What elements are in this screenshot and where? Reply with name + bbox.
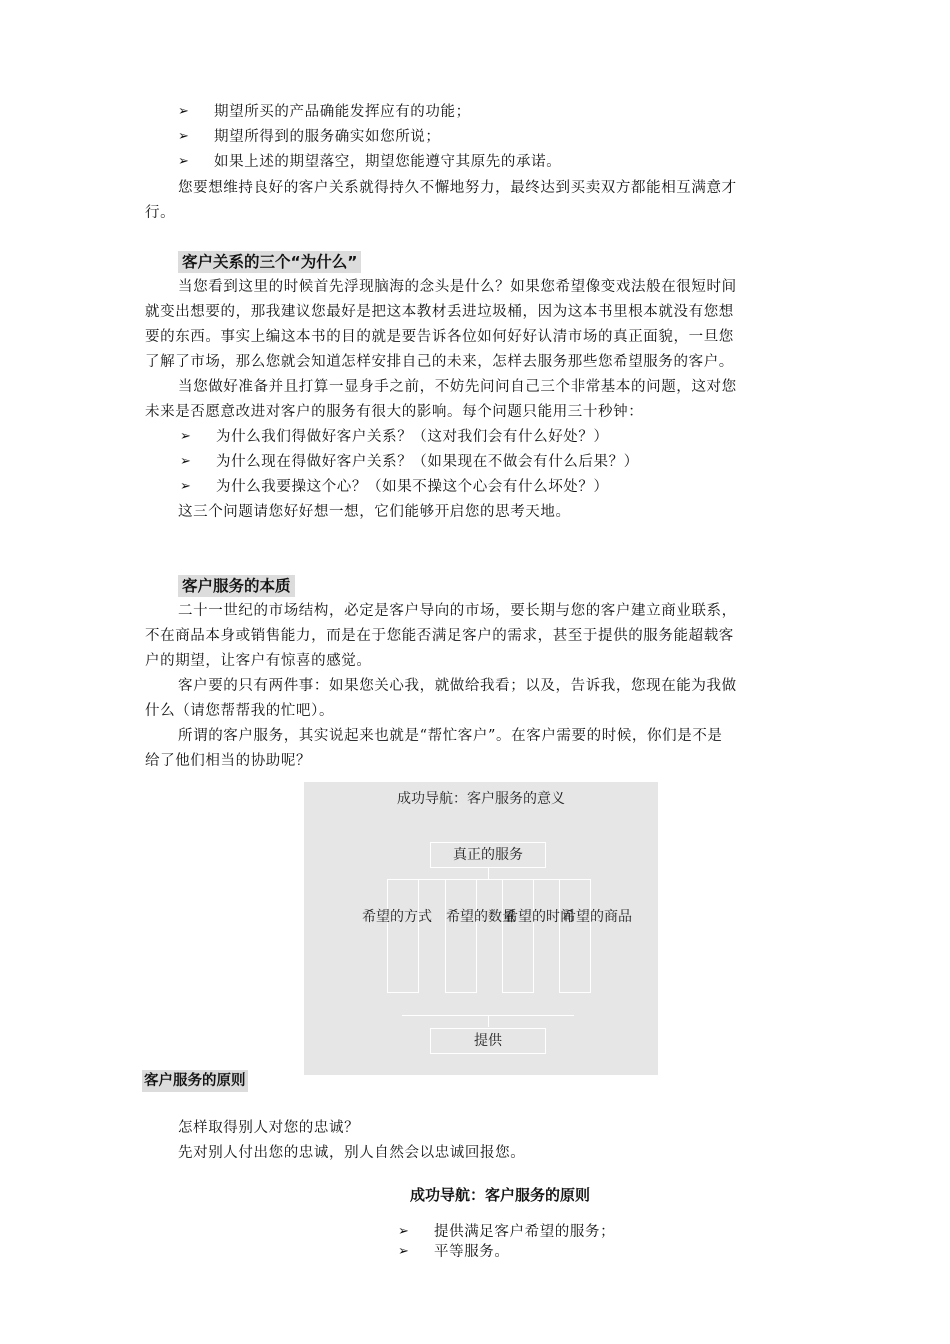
why-bullet-2: 为什么现在得做好客户关系？（如果现在不做会有什么后果？） xyxy=(216,454,639,470)
section2-paragraph-line: 什么（请您帮帮我的忙吧）。 xyxy=(145,703,335,719)
wish-item: 希望的方式 xyxy=(362,909,432,925)
section3-line: 先对别人付出您的忠诚，别人自然会以忠诚回报您。 xyxy=(178,1145,526,1161)
intro-bullet-3: 如果上述的期望落空，期望您能遵守其原先的承诺。 xyxy=(214,154,562,170)
section-heading-essence: 客户服务的本质 xyxy=(178,575,295,597)
wish-item: 希望的商品 xyxy=(562,909,632,925)
principle-bullet-1: 提供满足客户希望的服务； xyxy=(434,1224,616,1240)
section1-paragraph-line: 要的东西。事实上编这本书的目的就是要告诉各位如何好好认清市场的真正面貌，一旦您 xyxy=(145,329,734,345)
section1-paragraph-line: 当您看到这里的时候首先浮现脑海的念头是什么？如果您希望像变戏法般在很短时间 xyxy=(178,279,737,295)
section1-paragraph-line: 当您做好准备并且打算一显身手之前，不妨先问问自己三个非常基本的问题，这对您 xyxy=(178,379,737,395)
diagram-column xyxy=(445,879,477,993)
arrow-bullet-icon: ➢ xyxy=(398,1244,409,1259)
intro-bullet-1: 期望所买的产品确能发挥应有的功能； xyxy=(214,104,471,120)
service-meaning-diagram xyxy=(304,782,658,1075)
arrow-bullet-icon: ➢ xyxy=(178,154,189,169)
section1-paragraph-line: 就变出想要的，那我建议您最好是把这本教材丢进垃圾桶，因为这本书里根本就没有您想 xyxy=(145,304,734,320)
section2-paragraph-line: 所谓的客户服务，其实说起来也就是“帮忙客户”。在客户需要的时候，你们是不是 xyxy=(178,728,723,744)
section-heading-principles: 客户服务的原则 xyxy=(142,1070,248,1092)
section3-line: 怎样取得别人对您的忠诚？ xyxy=(178,1120,360,1136)
intro-paragraph-line: 行。 xyxy=(145,205,176,221)
arrow-bullet-icon: ➢ xyxy=(180,454,191,469)
section2-paragraph-line: 客户要的只有两件事：如果您关心我，就做给我看；以及，告诉我，您现在能为我做 xyxy=(178,678,737,694)
why-bullet-3: 为什么我要操这个心？（如果不操这个心会有什么坏处？） xyxy=(216,479,609,495)
section-heading-why: 客户关系的三个“为什么” xyxy=(178,251,361,273)
wish-item: 希望的时间 xyxy=(504,909,574,925)
arrow-bullet-icon: ➢ xyxy=(180,429,191,444)
connector-line xyxy=(488,867,489,879)
diagram-column xyxy=(559,879,591,993)
connector-line xyxy=(488,1015,489,1027)
arrow-bullet-icon: ➢ xyxy=(398,1224,409,1239)
diagram-title: 成功导航：客户服务的意义 xyxy=(397,791,565,807)
real-service-box: 真正的服务 xyxy=(430,842,546,868)
principle-bullet-2: 平等服务。 xyxy=(434,1244,510,1260)
intro-paragraph-line: 您要想维持良好的客户关系就得持久不懈地努力，最终达到买卖双方都能相互满意才 xyxy=(178,180,737,196)
diagram-column xyxy=(502,879,534,993)
section2-paragraph-line: 不在商品本身或销售能力，而是在于您能否满足客户的需求，甚至于提供的服务能超载客 xyxy=(145,628,734,644)
section2-paragraph-line: 二十一世纪的市场结构，必定是客户导向的市场，要长期与您的客户建立商业联系， xyxy=(178,603,737,619)
provide-box: 提供 xyxy=(430,1028,546,1054)
why-bullet-1: 为什么我们得做好客户关系？（这对我们会有什么好处？） xyxy=(216,429,609,445)
section1-paragraph-line: 了解了市场，那么您就会知道怎样安排自己的未来，怎样去服务那些您希望服务的客户。 xyxy=(145,354,734,370)
section2-paragraph-line: 给了他们相当的协助呢？ xyxy=(145,753,312,769)
connector-line xyxy=(402,879,574,880)
arrow-bullet-icon: ➢ xyxy=(178,104,189,119)
section1-paragraph-line: 未来是否愿意改进对客户的服务有很大的影响。每个问题只能用三十秒钟： xyxy=(145,404,644,420)
intro-bullet-2: 期望所得到的服务确实如您所说； xyxy=(214,129,441,145)
section2-paragraph-line: 户的期望，让客户有惊喜的感觉。 xyxy=(145,653,372,669)
principles-subtitle: 成功导航：客户服务的原则 xyxy=(410,1186,591,1204)
wish-item: 希望的数量 xyxy=(446,909,516,925)
arrow-bullet-icon: ➢ xyxy=(180,479,191,494)
diagram-column xyxy=(387,879,419,993)
section1-closing: 这三个问题请您好好想一想，它们能够开启您的思考天地。 xyxy=(178,504,571,520)
arrow-bullet-icon: ➢ xyxy=(178,129,189,144)
